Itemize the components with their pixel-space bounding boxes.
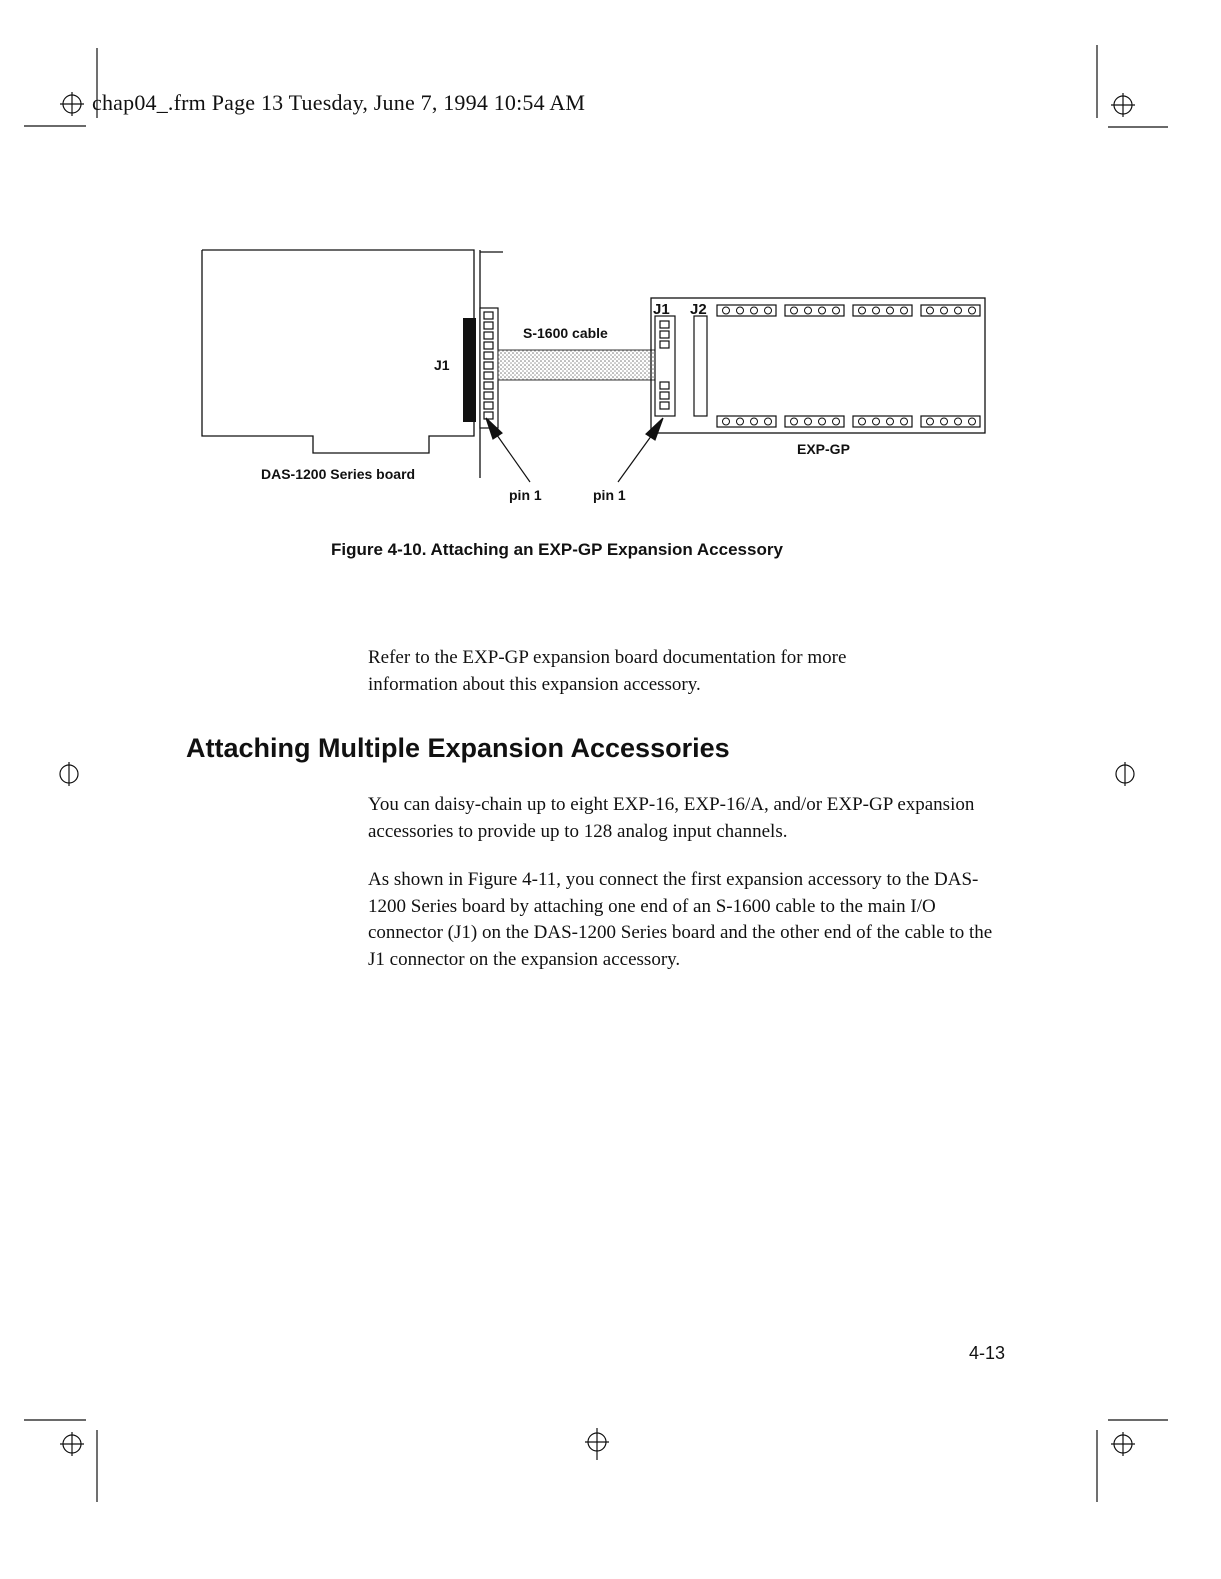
pin1-right-pointer — [618, 418, 663, 482]
cable-label: S-1600 cable — [523, 325, 608, 341]
terminal-blocks-bottom — [717, 416, 980, 427]
board-j1-label: J1 — [434, 357, 450, 373]
paragraph-figure-ref: As shown in Figure 4-11, you connect the first expansion accessory to the DAS-1200 Series board by attaching one end of an S-1600 cable to the main I/O connector (J1) on the DAS-1200 Series board and the other end of the cable to the J1 connector on the expansion accessory. — [368, 869, 993, 970]
exp-j1-label: J1 — [653, 301, 670, 318]
terminal-blocks-top — [717, 305, 980, 316]
page-number: 4-13 — [969, 1343, 1006, 1363]
paragraph-daisy-chain: You can daisy-chain up to eight EXP-16, EXP-16/A, and/or EXP-GP expansion accessories to provide up to 128 analog input channels. — [368, 794, 975, 842]
figure-diagram — [0, 0, 1221, 600]
pin1-left-pointer — [486, 418, 530, 482]
exp-gp-label: EXP-GP — [797, 441, 850, 457]
exp-j1-connector — [655, 316, 675, 416]
pin1-right-label: pin 1 — [593, 487, 626, 503]
figure-caption: Figure 4-10. Attaching an EXP-GP Expansion Accessory — [331, 540, 783, 559]
exp-j2-label: J2 — [690, 301, 707, 318]
pin1-left-label: pin 1 — [509, 487, 542, 503]
exp-j2-connector — [694, 316, 707, 416]
das-board-label: DAS-1200 Series board — [261, 466, 416, 482]
das-board — [202, 250, 474, 453]
section-heading: Attaching Multiple Expansion Accessories — [186, 733, 730, 763]
s1600-cable — [498, 350, 673, 380]
board-j1-connector — [463, 318, 476, 422]
running-head: chap04_.frm Page 13 Tuesday, June 7, 1994 10:54 AM — [92, 90, 586, 115]
board-j1-pins — [480, 308, 498, 428]
paragraph-refer: Refer to the EXP-GP expansion board documentation for more information about this expansion accessory. — [368, 647, 847, 695]
